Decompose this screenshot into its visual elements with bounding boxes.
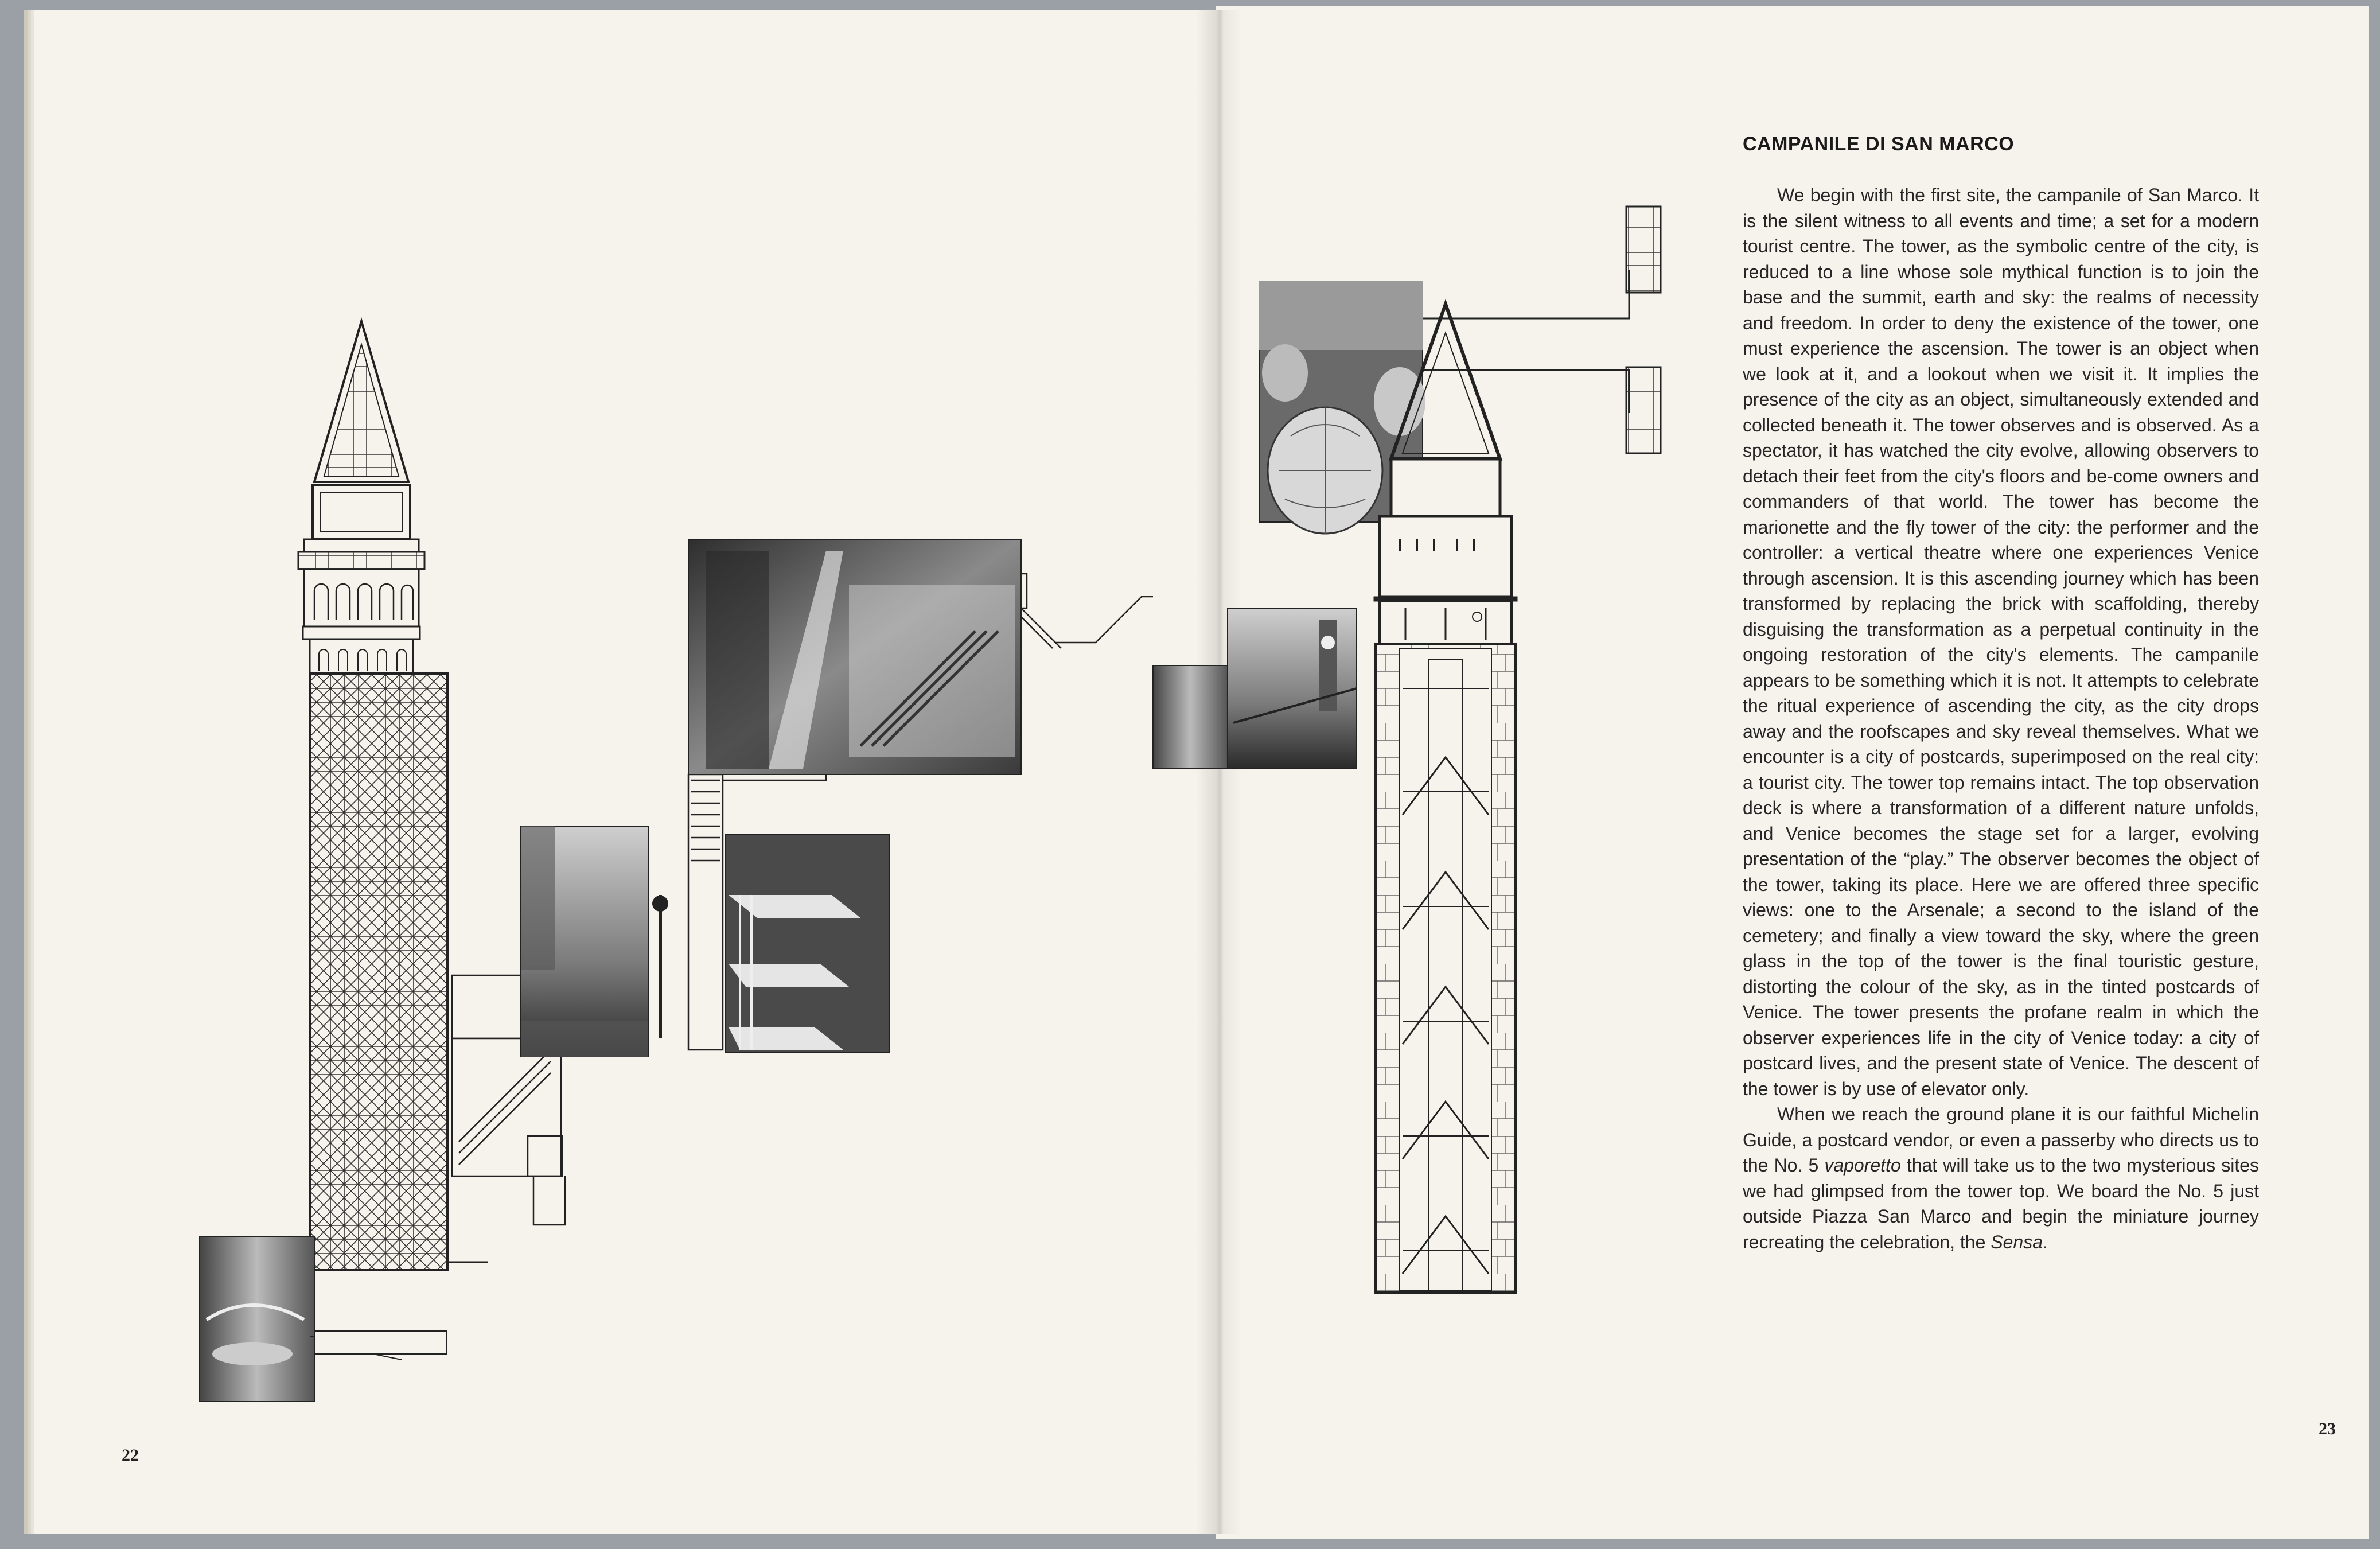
vaporetto-term: vaporetto <box>1824 1155 1901 1176</box>
paragraph-2 <box>1743 1102 2259 1255</box>
paragraph-1: We begin with the first site, the campanile of San Marco. It is the silent witness to all events and time; a set for a modern tourist centre. The tower, as the symbolic centre of the city, is reduced to a line whose sole mythical function is to join the base and the summit, earth and sky: the realms of necessity and freedom. In order to deny the existence of the tower, one must experience the ascension. The tower is an object when we look at it, and a lookout when we visit it. It implies the presence of the city as an object, simultaneously extended and collected beneath it. The tower observes and is observed. As a spectator, it has watched the city evolve, allowing observers to detach their feet from the city's floors and be-come owners and commanders of that world. The tower has become the marionette and the fly tower of the city: the performer and the controller: a vertical theatre where one experiences Venice through ascension. It is this ascending journey which has been transformed by replacing the brick with scaffolding, thereby disguising the transformation as a perpetual continuity in the ongoing restoration of the city's elements. The campanile appears to be something which it is not. It attempts to celebrate the ritual experience of ascending the city, as the city drops away and the roofscapes and sky reveal themselves. What we encounter is a city of postcards, superimposed on the real city: a tourist city. The tower top remains intact. The top observation deck is where a transformation of a different nature unfolds, and Venice becomes the stage set for a larger, evolving presentation of the “play.” The observer becomes the object of the tower, taking its place. Here we are offered three specific views: one to the Arsenale; a second to the island of the cemetery; and finally a view toward the sky, where the green glass in the top of the tower is the final touristic gesture, distorting the colour of the sky, as in the tinted postcards of Venice. The tower presents the profane realm in which the observer experiences life in the city of Venice today: a city of postcard lives, and the present state of Venice. The descent of the tower is by use of elevator only. <box>1743 185 2259 1099</box>
paragraph-2-part-a: When we reach the ground plane it is our faithful Michelin Guide, a postcard vendor, or even a passerby who directs us to the No. 5 <box>1743 1104 2259 1176</box>
photo-piazza-lamp <box>521 826 668 1057</box>
photo-piazza-clocktower <box>1153 608 1357 769</box>
photo-canal-stairs <box>688 539 1021 774</box>
paragraph-2-part-b: that will take us to the two mysterious sites we had glimpsed from the tower top. We board the No. 5 just outside Piazza San Marco and begin the miniature journey recreating the celebration, the <box>1743 1155 2259 1252</box>
article-body <box>1743 182 2259 1255</box>
photo-stair-cutaway <box>726 835 889 1053</box>
page-number-right: 23 <box>2319 1419 2336 1438</box>
article-title: CAMPANILE DI SAN MARCO <box>1743 133 2015 155</box>
paragraph-2-end: . <box>2043 1231 2048 1252</box>
sensa-term: Sensa <box>1991 1231 2043 1252</box>
page-number-left: 22 <box>122 1446 139 1465</box>
